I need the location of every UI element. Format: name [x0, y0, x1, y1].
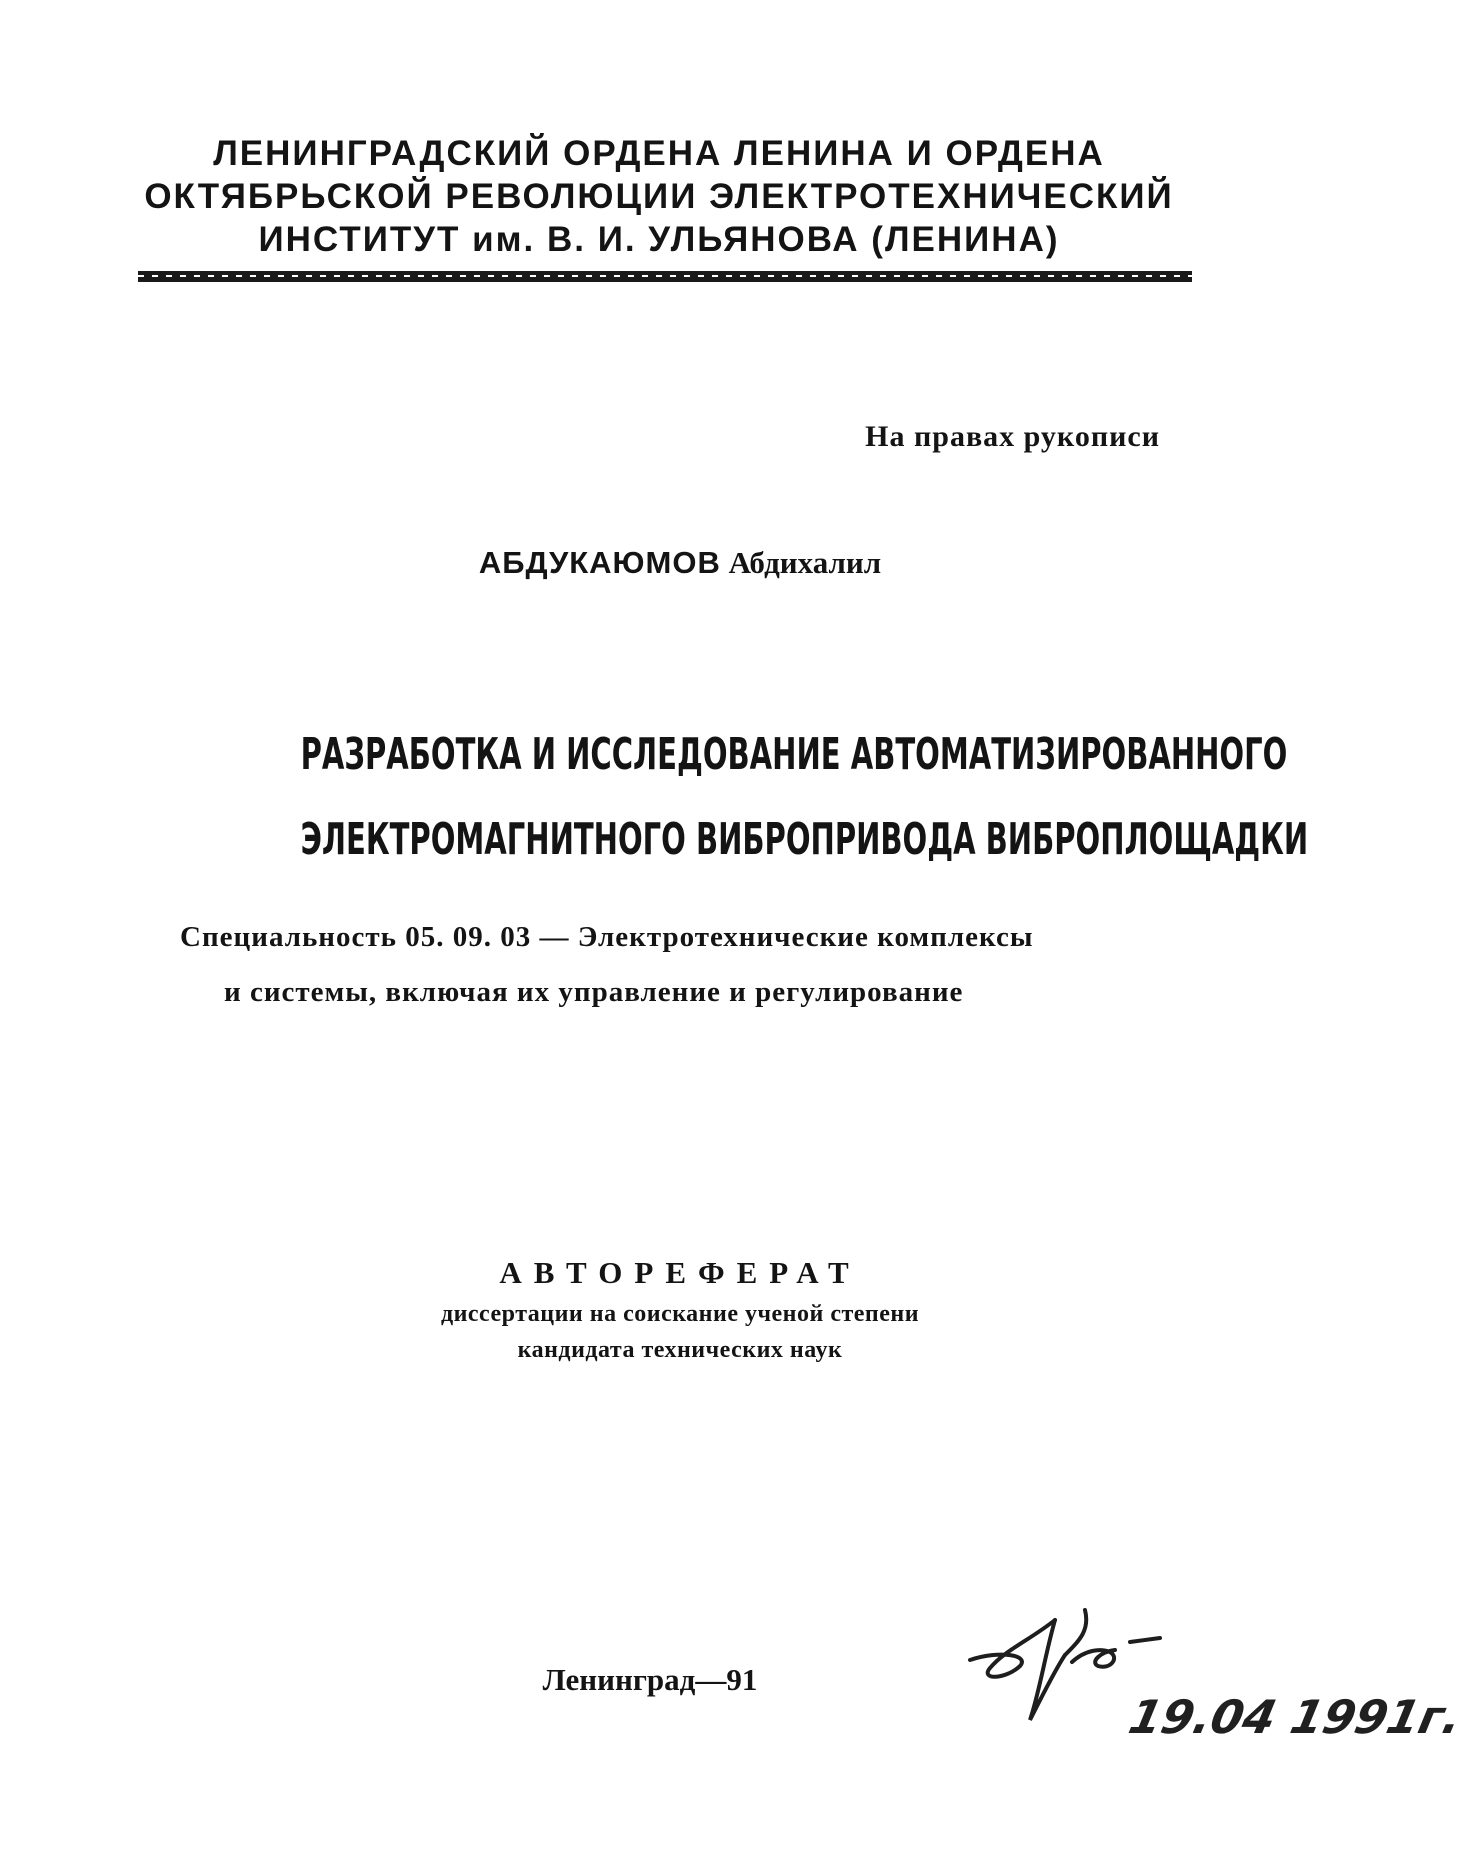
institution-line-1: ЛЕНИНГРАДСКИЙ ОРДЕНА ЛЕНИНА И ОРДЕНА: [213, 134, 1105, 173]
author-name: [300, 545, 1060, 581]
manuscript-note: На правах рукописи: [865, 420, 1160, 453]
dissertation-title: [300, 712, 1309, 882]
institution-header: [120, 132, 1198, 261]
abstract-line-2: кандидата технических наук: [517, 1337, 843, 1363]
abstract-heading: АВТОРЕФЕРАТ: [499, 1255, 861, 1290]
specialty-line-2: и системы, включая их управление и регулирование: [224, 976, 964, 1008]
specialty-line-1: Специальность 05. 09. 03 — Электротехнические комплексы: [180, 921, 1034, 953]
header-divider: [138, 271, 1192, 282]
city-year: Ленинград—91: [542, 1662, 758, 1697]
specialty-block: [180, 910, 1200, 1020]
title-line-1: РАЗРАБОТКА И ИССЛЕДОВАНИЕ АВТОМАТИЗИРОВАННОГО: [300, 729, 1288, 780]
institution-line-3: ИНСТИТУТ им. В. И. УЛЬЯНОВА (ЛЕНИНА): [258, 220, 1060, 259]
abstract-block: [300, 1250, 1060, 1368]
title-line-2: ЭЛЕКТРОМАГНИТНОГО ВИБРОПРИВОДА ВИБРОПЛОЩАДКИ: [300, 814, 1309, 865]
author-surname: АБДУКАЮМОВ: [478, 545, 721, 580]
author-given-name: Абдихалил: [728, 545, 882, 580]
handwritten-date: 19.04 1991г.: [1124, 1690, 1467, 1744]
abstract-line-1: диссертации на соискание ученой степени: [440, 1301, 920, 1327]
institution-line-2: ОКТЯБРЬСКОЙ РЕВОЛЮЦИИ ЭЛЕКТРОТЕХНИЧЕСКИЙ: [144, 177, 1174, 216]
